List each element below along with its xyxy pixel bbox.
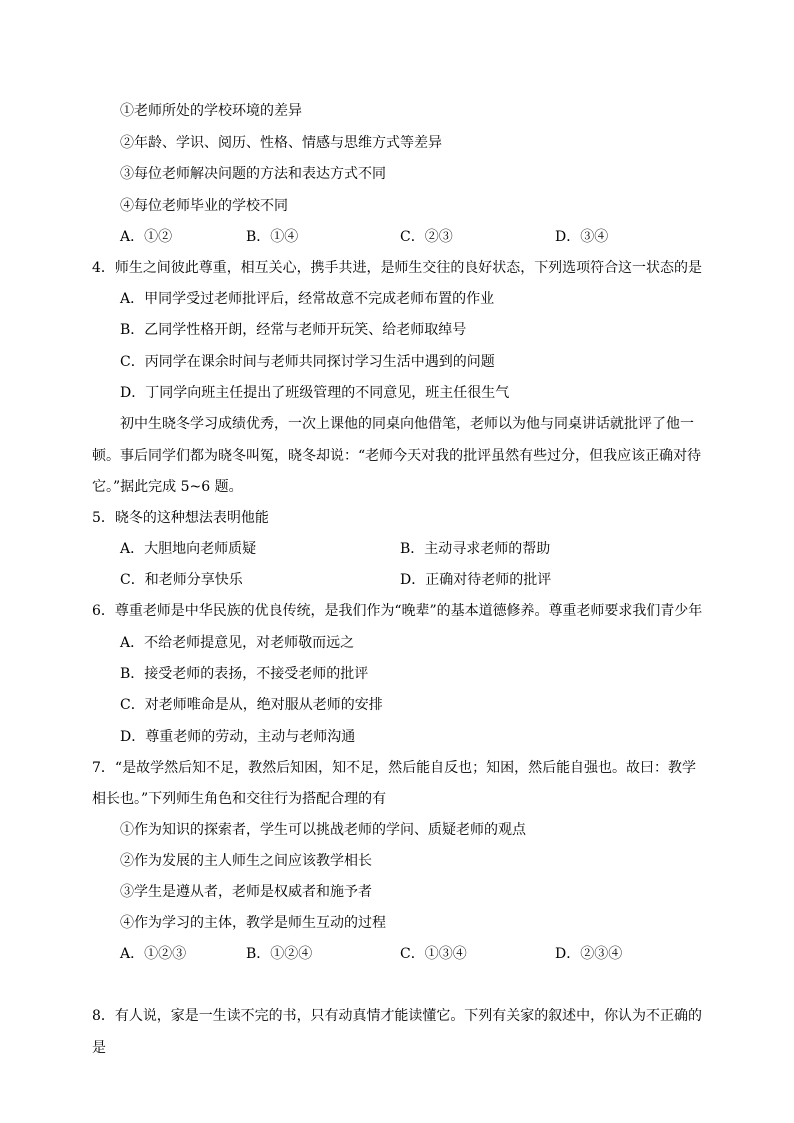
material-line-2: 顿。事后同学们都为晓冬叫冤，晓冬却说：“老师今天对我的批评虽然有些过分，但我应该正确对待	[92, 448, 702, 464]
q3-item-1: ①老师所处的学校环境的差异	[120, 103, 302, 119]
q5-option-c: C．和老师分享快乐	[120, 572, 243, 588]
q5-option-b: B．主动寻求老师的帮助	[400, 541, 551, 557]
q6-option-c: C．对老师唯命是从，绝对服从老师的安排	[120, 697, 383, 713]
q5-option-d: D．正确对待老师的批评	[400, 572, 552, 588]
q3-option-d: D．③④	[555, 229, 609, 245]
q7-item-3: ③学生是遵从者，老师是权威者和施予者	[120, 884, 372, 900]
q7-option-b: B．①②④	[246, 946, 313, 962]
q3-option-a: A．①②	[120, 229, 173, 245]
q7-stem-line-2: 相长也。”下列师生角色和交往行为搭配合理的有	[92, 791, 387, 807]
q3-item-4: ④每位老师毕业的学校不同	[120, 198, 288, 214]
material-line-3: 它。”据此完成 5~6 题。	[92, 479, 243, 495]
q4-option-c: C．丙同学在课余时间与老师共同探讨学习生活中遇到的问题	[120, 354, 495, 370]
q3-item-2: ②年龄、学识、阅历、性格、情感与思维方式等差异	[120, 135, 442, 151]
q5-option-a: A．大胆地向老师质疑	[120, 541, 257, 557]
q4-option-b: B．乙同学性格开朗，经常与老师开玩笑、给老师取绰号	[120, 322, 467, 338]
q4-option-a: A．甲同学受过老师批评后，经常故意不完成老师布置的作业	[120, 291, 495, 307]
q6-option-a: A．不给老师提意见，对老师敬而远之	[120, 635, 355, 651]
q7-item-4: ④作为学习的主体，教学是师生互动的过程	[120, 915, 386, 931]
q5-stem: 5．晓冬的这种想法表明他能	[92, 510, 269, 526]
q6-option-d: D．尊重老师的劳动，主动与老师沟通	[120, 729, 356, 745]
q8-stem-line-2: 是	[92, 1040, 106, 1056]
q4-option-d: D．丁同学向班主任提出了班级管理的不同意见，班主任很生气	[120, 385, 510, 401]
q3-option-b: B．①④	[246, 229, 299, 245]
q4-stem: 4．师生之间彼此尊重，相互关心，携手共进，是师生交往的良好状态，下列选项符合这一状态的是	[92, 260, 702, 276]
q6-option-b: B．接受老师的表扬，不接受老师的批评	[120, 666, 369, 682]
q8-stem-line-1: 8．有人说，家是一生读不完的书，只有动真情才能读懂它。下列有关家的叙述中，你认为不正确的	[92, 1008, 702, 1024]
q7-item-1: ①作为知识的探索者，学生可以挑战老师的学问、质疑老师的观点	[120, 822, 526, 838]
q7-option-d: D．②③④	[555, 946, 623, 962]
q3-option-c: C．②③	[400, 229, 453, 245]
q7-option-c: C．①③④	[400, 946, 467, 962]
q7-item-2: ②作为发展的主人师生之间应该教学相长	[120, 853, 372, 869]
material-line-1: 初中生晓冬学习成绩优秀，一次上课他的同桌向他借笔，老师以为他与同桌讲话就批评了他一	[120, 416, 694, 432]
q3-item-3: ③每位老师解决问题的方法和表达方式不同	[120, 166, 386, 182]
q7-stem-line-1: 7．“是故学然后知不足，教然后知困，知不足，然后能自反也；知困，然后能自强也。故曰：教学	[92, 760, 697, 776]
q6-stem: 6．尊重老师是中华民族的优良传统，是我们作为“晚辈”的基本道德修养。尊重老师要求我们青少年	[92, 603, 703, 619]
q7-option-a: A．①②③	[120, 946, 187, 962]
